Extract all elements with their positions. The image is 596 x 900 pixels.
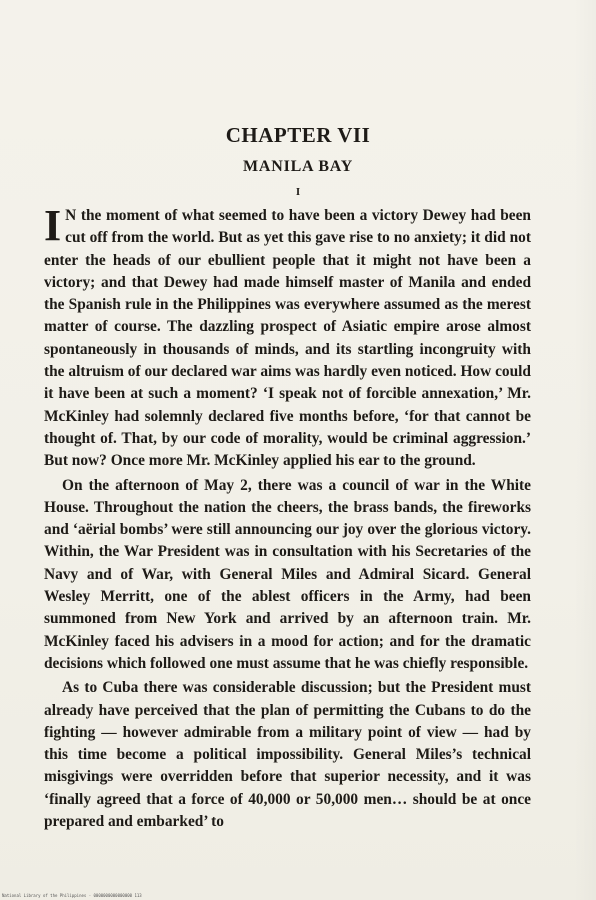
body-text xyxy=(44,201,531,833)
paragraph-2: On the afternoon of May 2, there was a council of war in the White House. Throughout the nation the cheers, the brass bands, the fireworks and ‘aërial bombs’ were still announcing our joy over the glorious victory. Within, the War President was in consultation with his Secretaries of the Navy and of War, with General Miles and Admiral Sicard. General Wesley Merritt, one of the ablest officers in the Army, had been summoned from New York and arrived by an afternoon train. Mr. McKinley faced his advisers in a mood for action; and for the dramatic decisions which followed one must assume that he was chiefly responsible. xyxy=(44,476,531,672)
chapter-header xyxy=(0,122,596,199)
paragraph-3: As to Cuba there was considerable discussion; but the President must already have perceived that the plan of permitting the Cubans to do the fighting — however admirable from a military point of view — had by this time become a political impossibility. General Miles’s technical misgivings were overridden before that superior necessity, and it was ‘finally agreed that a force of 40,000 or 50,000 men… should be at once prepared and embarked’ to xyxy=(44,679,531,831)
drop-cap: I xyxy=(44,201,62,250)
paragraph-1-text: N the moment of what seemed to have been a victory Dewey had been cut off from the world. But as yet this gave rise to no anxiety; it did not enter the heads of our ebullient people that it might not have been a victory; and that Dewey had made himself master of Manila and ended the Spanish rule in the Philippines was everywhere assumed as the merest matter of course. The dazzling prospect of Asiatic empire arose almost spontaneously in thousands of minds, and its startling incongruity with the altruism of our declared war aims was hardly even noticed. How could it have been at such a moment? ‘I speak not of forcible annexation,’ Mr. McKinley had solemnly declared five months before, ‘for that cannot be thought of. That, by our code of morality, would be criminal aggression.’ But now? Once more Mr. McKinley applied his ear to the ground. xyxy=(44,207,531,470)
chapter-subtitle: MANILA BAY xyxy=(242,158,354,175)
source-stamp: National Library of the Philippines · 0000000000000000 113 xyxy=(2,893,142,898)
chapter-title: CHAPTER VII xyxy=(225,123,371,147)
paragraph-1 xyxy=(44,201,531,473)
section-number: I xyxy=(295,186,301,198)
